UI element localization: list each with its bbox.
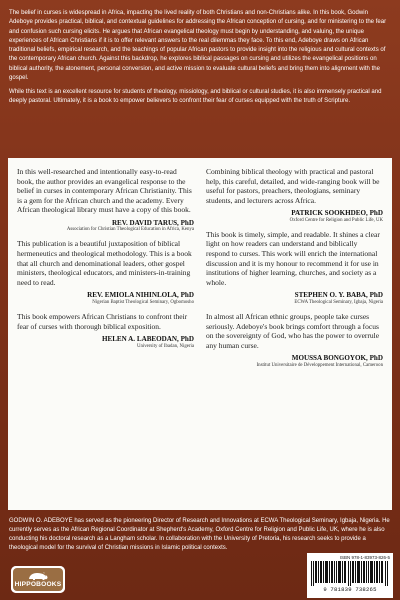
barcode-digits: 9 781839 738265 bbox=[323, 586, 377, 593]
endorsement-text: This book empowers African Christians to confront their fear of curses with thorough biblical exposition. bbox=[17, 311, 188, 331]
endorser-affiliation: Institut Universitaire de Développement International, Cameroon bbox=[256, 362, 383, 368]
endorsements-panel bbox=[8, 158, 392, 510]
publisher-logo bbox=[11, 566, 65, 593]
isbn-text: ISBN 978-1-83973-826-5 bbox=[339, 555, 390, 560]
endorser-affiliation: Oxford Centre for Religion and Public Life, UK bbox=[289, 217, 383, 223]
barcode-label bbox=[307, 553, 393, 598]
endorsement-column-right bbox=[206, 167, 383, 510]
endorser-name: MOUSSA BONGOYOK, PhD bbox=[291, 354, 383, 363]
endorser-name: STEPHEN O. Y. BABA, PhD bbox=[294, 291, 383, 300]
endorser-name: PATRICK SOOKHDEO, PhD bbox=[291, 209, 383, 218]
publisher-logo-badge bbox=[13, 568, 63, 591]
endorsement-column-left bbox=[17, 167, 194, 510]
endorsement-text: In this well-researched and intentionally easy-to-read book, the author provides an evangelical response to the belief in curses in contemporary African Christianity. This is a gem for the African church and the academy. Every African theological library must have a copy of this book. bbox=[17, 167, 192, 215]
endorsement-text: In almost all African ethnic groups, people take curses seriously. Adeboye's book brings comfort through a focus on the sovereignty of God, who has the power to overrule any human curse. bbox=[206, 311, 380, 350]
description-paragraph-1: The belief in curses is widespread in Africa, impacting the lived reality of both Christians and non-Christians alike. In this book, Godwin Adeboye provides practical, biblical, and contextual guidelines for addressing the African conception of cursing, and for ministering to the fear and confusion such cursing elicits. He argues that African evangelical theology must begin by understanding, and valuing, the unique experiences of African Christians if it is to offer relevant answers to the real dilemmas they face. To this end, Adeboye draws on African traditional beliefs, empirical research, and the teachings of popular African pastors to provide insight into the religious and cultural contexts of the contemporary African church. Against this backdrop, he explores biblical passages on cursing and utilizes the evangelical positions on biblical authority, the atonement, personal conversion, and active mission to evaluate cultural beliefs and bring them into alignment with the gospel. bbox=[9, 10, 387, 81]
endorser-name: REV. DAVID TARUS, PhD bbox=[111, 218, 194, 227]
endorser-affiliation: Nigerian Baptist Theological Seminary, Ogbomosho bbox=[92, 299, 194, 305]
barcode bbox=[310, 561, 390, 586]
endorser-affiliation: ECWA Theological Seminary, Igbaja, Nigeria bbox=[294, 299, 383, 305]
endorser-affiliation: Association for Christian Theological Education in Africa, Kenya bbox=[66, 227, 194, 233]
author-bio bbox=[9, 517, 391, 553]
endorsement-text: Combining biblical theology with practical and pastoral help, this careful, detailed, and wide-ranging book will be useful for pastors, preachers, theologians, seminary students, and lecturers across Africa. bbox=[206, 167, 380, 205]
endorser-affiliation: University of Ibadan, Nigeria bbox=[136, 343, 194, 349]
description-paragraph-2: While this text is an excellent resource for students of theology, missiology, and biblical or cultural studies, it is also immensely practical and deeply pastoral. Ultimately, it is a book to empower believers to confront their fear of curses equipped with the truth of Scripture. bbox=[9, 89, 382, 105]
book-description bbox=[9, 9, 391, 112]
endorser-name: REV. EMIOLA NIHINLOLA, PhD bbox=[87, 291, 194, 300]
author-bio-text: GODWIN O. ADEBOYE has served as the pioneering Director of Research and Innovations at ECWA Theological Seminary, Igbaja, Nigeria. He currently serves as the African Regional Coordinator at Shepherd's Academy, Oxford Centre for Religion and Public Life, UK, where he is also conducting his doctoral research as a Langham scholar. In collaboration with the University of Pretoria, his research seeks to provide a theological model for the survival of Christian missions in Islamic political contexts. bbox=[9, 518, 390, 552]
publisher-name: HIPPOBOOKS bbox=[14, 581, 62, 588]
endorser-name: HELEN A. LABEODAN, PhD bbox=[101, 335, 194, 344]
endorsement-text: This book is timely, simple, and readable. It shines a clear light on how readers can understand and biblically respond to curses. This work will enrich the international discussion and it is my honour to recommend it for use in institutions of higher learning, churches, and society as a whole. bbox=[206, 229, 380, 287]
endorsement-text: This publication is a beautiful juxtaposition of biblical hermeneutics and theological methodology. This is a book that all church and denominational leaders, other gospel ministers, theological educators, and ministers-in-training need to read. bbox=[17, 239, 192, 287]
hippo-icon bbox=[27, 570, 49, 581]
